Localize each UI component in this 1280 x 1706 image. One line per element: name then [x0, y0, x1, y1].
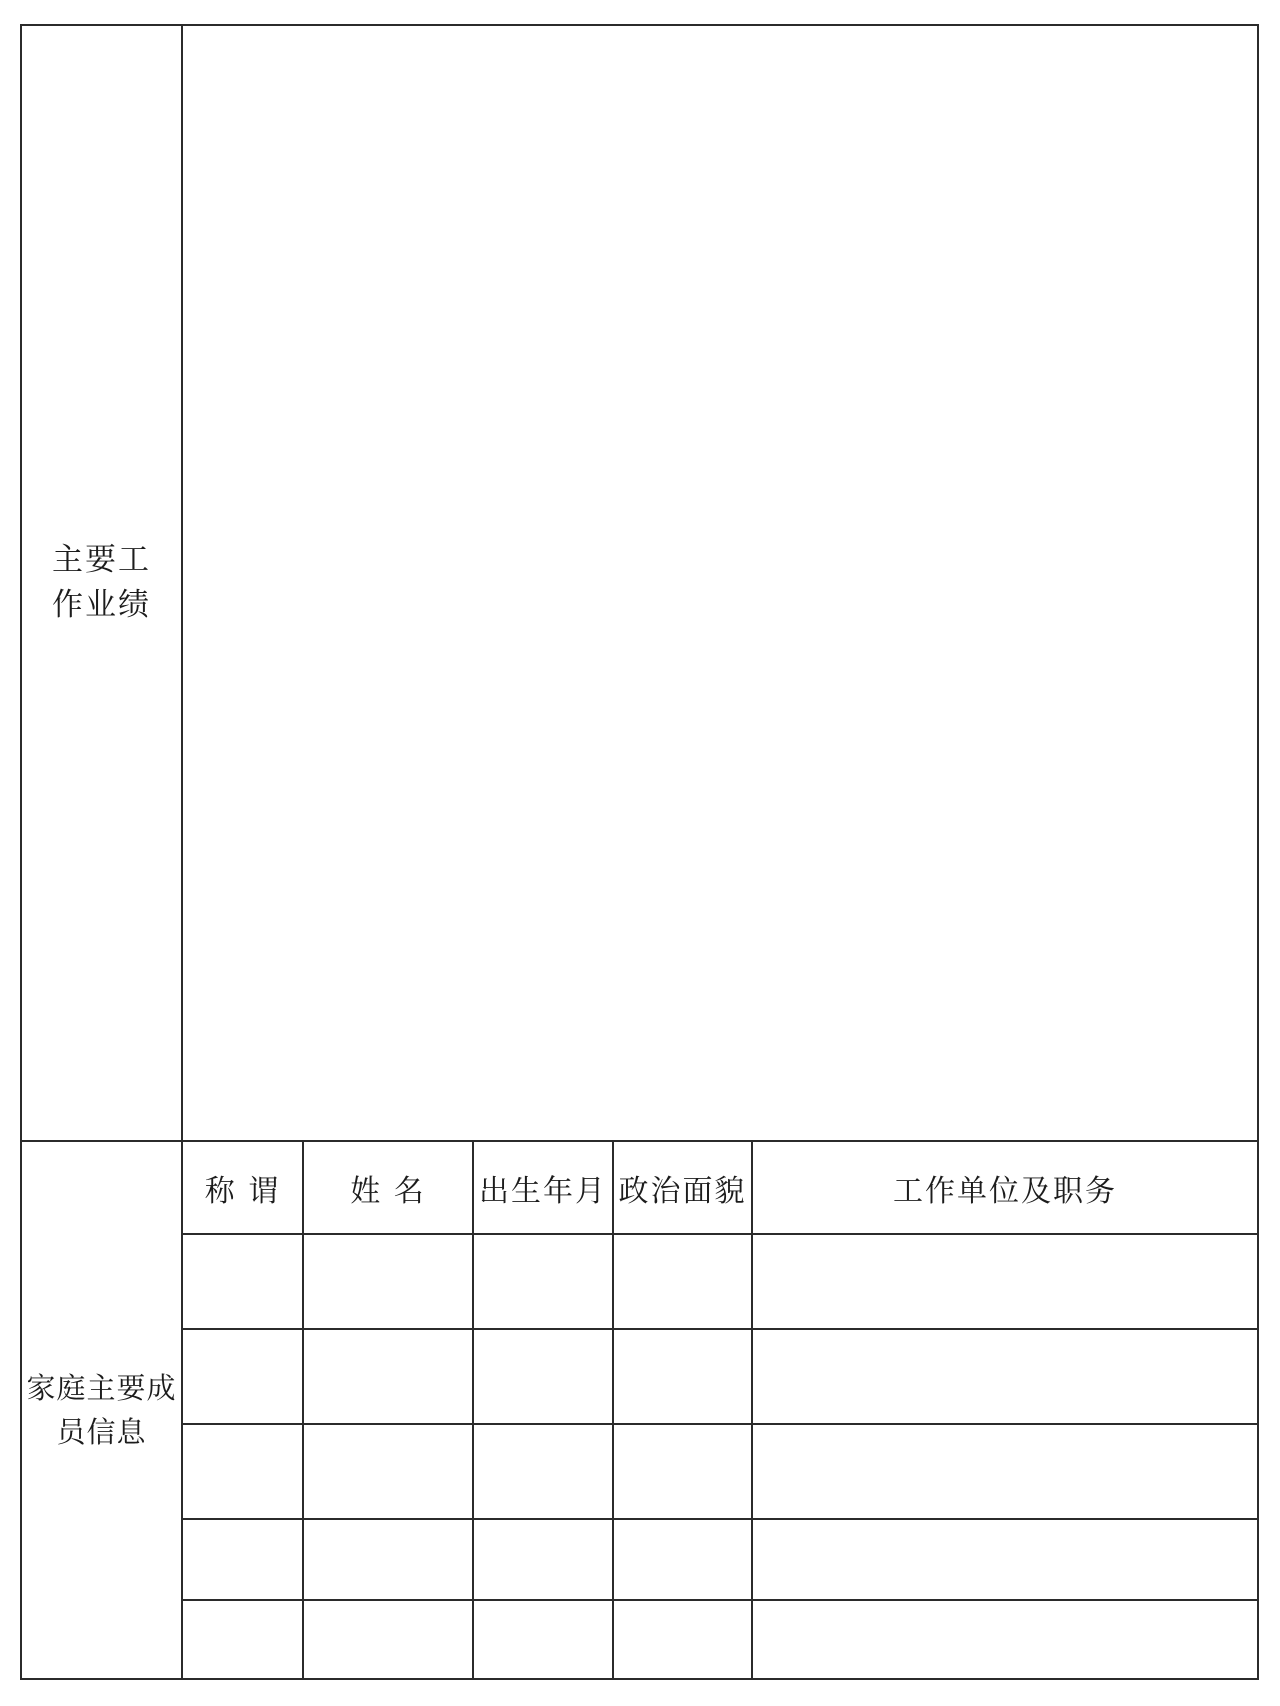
work-achievements-section	[22, 26, 1257, 1142]
header-cell-work-unit: 工作单位及职务	[893, 1173, 1117, 1209]
family-member-row	[183, 1235, 1257, 1330]
family-member-cell	[753, 1520, 1257, 1599]
family-member-cell	[614, 1520, 753, 1599]
family-member-cell	[614, 1425, 753, 1518]
family-member-cell	[753, 1235, 1257, 1328]
family-member-cell	[753, 1601, 1257, 1678]
form-table	[20, 24, 1259, 1680]
family-member-cell	[474, 1330, 614, 1423]
family-member-cell	[614, 1235, 753, 1328]
family-member-cell	[183, 1330, 304, 1423]
family-members-label-line1: 家庭主要成	[26, 1371, 177, 1405]
family-member-row	[183, 1601, 1257, 1678]
family-members-label-line2: 员信息	[56, 1415, 147, 1449]
header-cell-name: 姓 名	[304, 1142, 474, 1233]
work-achievements-content-area	[183, 26, 1257, 1140]
family-member-row	[183, 1425, 1257, 1520]
family-member-cell	[474, 1425, 614, 1518]
work-achievements-label-line1: 主要工	[52, 542, 151, 578]
family-member-cell	[753, 1330, 1257, 1423]
family-member-cell	[304, 1330, 474, 1423]
family-member-cell	[304, 1425, 474, 1518]
family-member-cell	[304, 1235, 474, 1328]
header-cell-birthdate: 出生年月	[474, 1142, 614, 1233]
header-cell-relation: 称 谓	[183, 1142, 304, 1233]
family-member-cell	[474, 1235, 614, 1328]
family-member-cell	[183, 1425, 304, 1518]
family-members-header-row	[183, 1142, 1257, 1235]
family-member-row	[183, 1520, 1257, 1601]
family-member-cell	[474, 1601, 614, 1678]
family-member-cell	[304, 1520, 474, 1599]
family-member-cell	[304, 1601, 474, 1678]
work-achievements-label-line2: 作业绩	[52, 587, 151, 623]
family-members-label	[22, 1142, 183, 1678]
family-member-row	[183, 1330, 1257, 1425]
work-achievements-label	[22, 26, 183, 1140]
family-member-cell	[474, 1520, 614, 1599]
family-member-cell	[614, 1601, 753, 1678]
family-member-cell	[183, 1235, 304, 1328]
family-members-table	[183, 1142, 1257, 1678]
header-cell-political-status: 政治面貌	[614, 1142, 753, 1233]
family-member-cell	[753, 1425, 1257, 1518]
family-member-cell	[183, 1601, 304, 1678]
family-member-cell	[183, 1520, 304, 1599]
family-members-section	[22, 1142, 1257, 1678]
family-member-cell	[614, 1330, 753, 1423]
